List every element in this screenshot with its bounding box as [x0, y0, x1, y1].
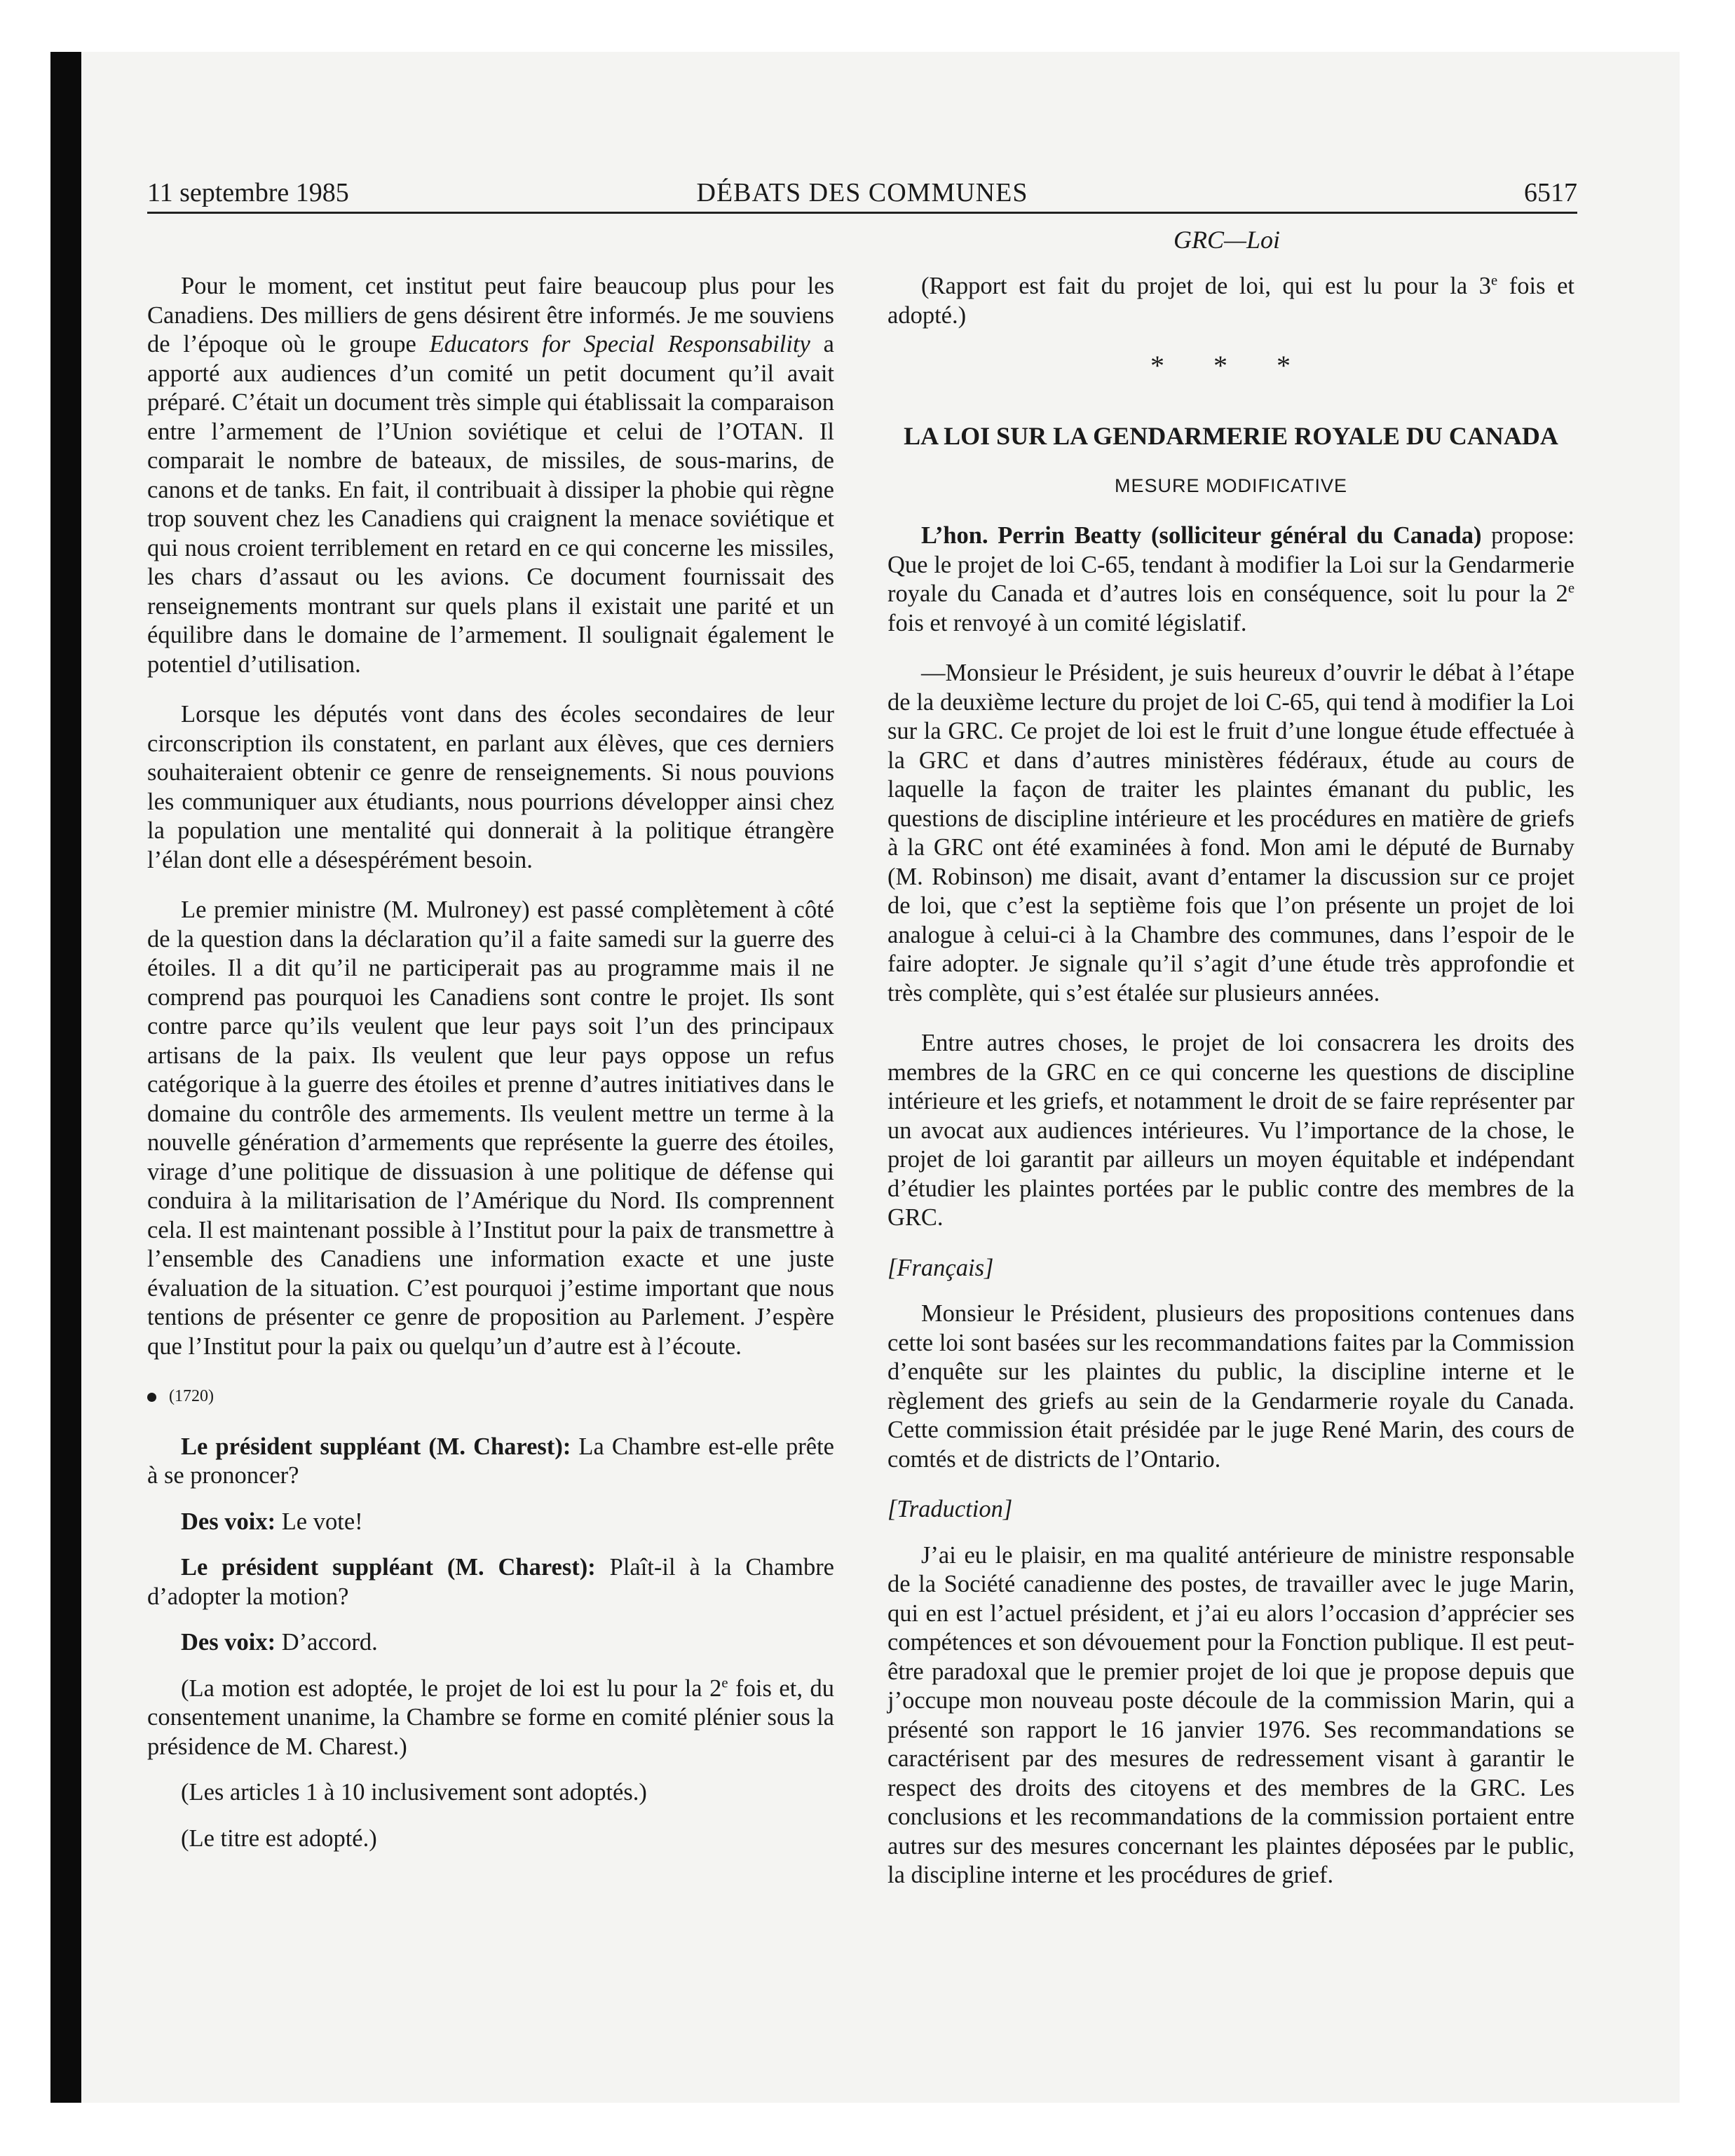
right-column [887, 272, 1574, 1911]
speaker-name: Le président suppléant (M. Charest): [181, 1554, 596, 1581]
paragraph: Entre autres choses, le projet de loi consacrera les droits des membres de la GRC en ce qui concerne les questions de discipline intérieure et les griefs, et notamment le droit de se faire représenter par un avocat aux audiences intérieures. Vu l’importance de la chose, le projet de loi garantit par ailleurs un moyen équitable et indépendant d’étudier les plaintes portées par le public contre des membres de la GRC. [887, 1030, 1574, 1231]
speech: Le président suppléant (M. Charest): Plaît-il à la Chambre d’adopter la motion? [147, 1554, 834, 1610]
paragraph: Pour le moment, cet institut peut faire beaucoup plus pour les Canadiens. Des milliers de gens désirent être informés. Je me souviens de l’époque où le groupe Educators for Special Responsability a apporté aux audiences d’un comité un petit document qu’il avait préparé. C’était un document très simple qui établissait la comparaison entre l’armement de l’Union soviétique et celui de l’OTAN. Il comparait le nombre de bateaux, de missiles, de sous-marins, de canons et de tanks. En fait, il contribuait à dissiper la phobie qui règne trop souvent chez les Canadiens qui craignent la menace soviétique et qui nous croient terriblement en retard en ce qui concerne les missiles, les chars d’assaut ou les avions. Ce document fournissait des renseignements montrant sur quels plans il existait une parité et un équilibre dans le domaine de l’armement. Il soulignait également le potentiel d’utilisation. [147, 273, 834, 678]
page-header [147, 175, 1577, 214]
procedural-note: (Les articles 1 à 10 inclusivement sont adoptés.) [181, 1779, 647, 1806]
publication-title: DÉBATS DES COMMUNES [696, 178, 1028, 207]
speaker-name: Des voix: [181, 1508, 276, 1535]
header-date: 11 septembre 1985 [147, 178, 349, 207]
left-column [147, 272, 834, 1870]
language-marker: [Français] [887, 1254, 994, 1281]
speech: Des voix: Le vote! [181, 1508, 363, 1535]
paragraph: Le premier ministre (M. Mulroney) est passé complètement à côté de la question dans la déclaration qu’il a faite samedi sur la guerre des étoiles. Il a dit qu’il ne participerait pas au programme mais il ne comprend pas pourquoi les Canadiens sont contre le projet. Ils sont contre parce qu’ils veulent que leur pays soit l’un des principaux artisans de la paix. Ils veulent que leur pays oppose un refus catégorique à la guerre des étoiles et prenne d’autres initiatives dans le domaine du contrôle des armements. Ils veulent mettre un terme à la nouvelle génération d’armements que représente la guerre des étoiles, virage d’une politique de dissuasion à une politique de défense qui conduira à la militarisation de l’Amérique du Nord. Ils comprennent cela. Il est maintenant possible à l’Institut pour la paix de transmettre à l’ensemble des Canadiens une information exacte et une juste évaluation de la situation. C’est pourquoi j’estime important que nous tentions de présenter ce genre de proposition au Parlement. J’espère que l’Institut pour la paix ou quelqu’un d’autre est à l’écoute. [147, 896, 834, 1360]
speech: Le président suppléant (M. Charest): La Chambre est-elle prête à se prononcer? [147, 1433, 834, 1489]
procedural-note: (Le titre est adopté.) [181, 1824, 377, 1852]
section-separator: * * * [1150, 350, 1312, 381]
procedural-note: (La motion est adoptée, le projet de loi est lu pour la 2e fois et, du consentement unanime, la Chambre se forme en comité plénier sous la présidence de M. Charest.) [147, 1674, 834, 1760]
group-name: Educators for Special Responsability [429, 331, 810, 357]
paragraph: Lorsque les députés vont dans des écoles secondaires de leur circonscription ils constatent, en parlant aux élèves, que ces derniers souhaiteraient obtenir ce genre de renseignements. Si nous pouvions les communiquer aux étudiants, nous pourrions développer ainsi chez la population une mentalité qui donnerait à la politique étrangère l’élan dont elle a désespérément besoin. [147, 701, 834, 873]
section-subtitle: MESURE MODIFICATIVE [1114, 475, 1348, 496]
speech: Des voix: D’accord. [181, 1629, 378, 1656]
page-number: 6517 [1524, 178, 1577, 207]
document-page [147, 168, 1577, 2047]
paragraph: Monsieur le Président, plusieurs des propositions contenues dans cette loi sont basées sur les recommandations faites par la Commission d’enquête sur les plaintes du public, la discipline interne et le règlement des griefs au sein de la Gendarmerie royale du Canada. Cette commission était présidée par le juge René Marin, des cours de comtés et de districts de l’Ontario. [887, 1300, 1574, 1473]
scan-edge [50, 52, 81, 2103]
running-head: GRC—Loi [1173, 226, 1281, 254]
language-marker: [Traduction] [887, 1496, 1013, 1522]
bullet-icon [147, 1393, 156, 1402]
section-title: LA LOI SUR LA GENDARMERIE ROYALE DU CANADA [904, 421, 1558, 450]
speaker-name: Des voix: [181, 1629, 276, 1656]
procedural-note: (Rapport est fait du projet de loi, qui est lu pour la 3e fois et adopté.) [887, 273, 1574, 329]
speech: L’hon. Perrin Beatty (solliciteur général du Canada) propose: Que le projet de loi C-65, tendant à modifier la Loi sur la Gendarmerie royale du Canada et d’autres lois en conséquence, soit lu pour la 2e fois et renvoyé à un comité législatif. [887, 522, 1574, 636]
paragraph: J’ai eu le plaisir, en ma qualité antérieure de ministre responsable de la Société canadienne des postes, de travailler avec le juge Marin, qui en est l’actuel président, et j’ai eu alors l’occasion d’apprécier ses compétences et son dévouement pour la Fonction publique. Il est peut-être paradoxal que le premier projet de loi que je propose depuis que j’occupe mon nouveau poste découle de la commission Marin, qui a présenté son rapport le 16 janvier 1976. Ses recommandations se caractérisent par des mesures de redressement visant à garantir le respect des droits des citoyens et des membres de la GRC. Les conclusions et les recommandations de la commission portaient entre autres sur des mesures concernant les plaintes déposées par le public, la discipline interne et les procédures de grief. [887, 1541, 1574, 1888]
time-marker: (1720) [147, 1382, 834, 1412]
paragraph: —Monsieur le Président, je suis heureux d’ouvrir le débat à l’étape de la deuxième lecture du projet de loi C-65, qui tend à modifier la Loi sur la GRC. Ce projet de loi est le fruit d’une longue étude effectuée à la GRC et dans d’autres ministères fédéraux, étude au cours de laquelle la façon de traiter les plaintes émanant du public, les questions de discipline intérieure et les procédures en matière de griefs à la GRC ont été examinées à fond. Mon ami le député de Burnaby (M. Robinson) me disait, avant d’entamer la discussion sur ce projet de loi, que c’est la septième fois que l’on présente un projet de loi analogue à celui-ci à la Chambre des communes, dans l’espoir de le faire adopter. Je signale qu’il s’agit d’une étude très approfondie et très complète, qui s’est étalée sur plusieurs années. [887, 660, 1574, 1007]
speaker-name: Le président suppléant (M. Charest): [181, 1433, 571, 1460]
speaker-name: L’hon. Perrin Beatty (solliciteur général du Canada) [921, 522, 1482, 549]
